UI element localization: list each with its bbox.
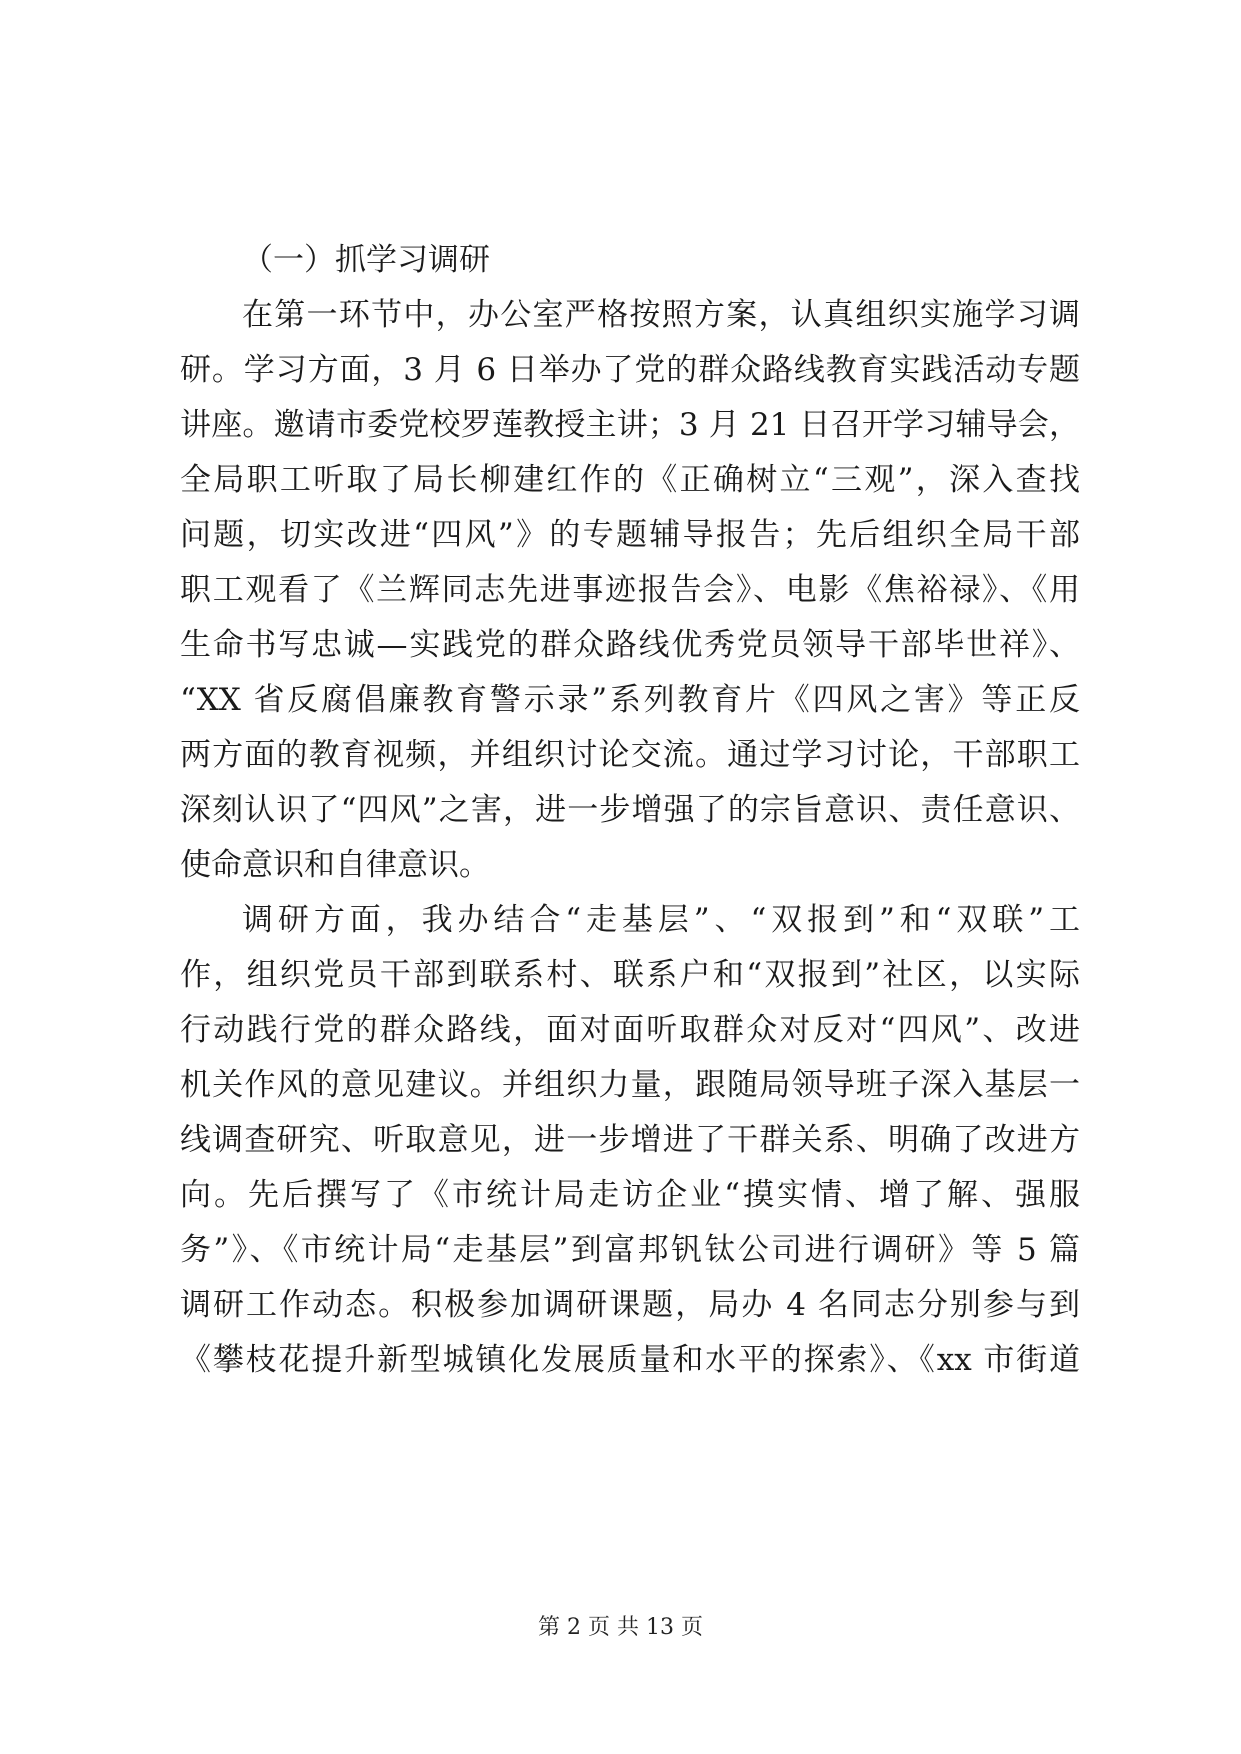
paragraph-line: 机关作风的意见建议。并组织力量，跟随局领导班子深入基层一 — [180, 1067, 1080, 1103]
paragraph-line: 讲座。邀请市委党校罗莲教授主讲；3 月 21 日召开学习辅导会， — [180, 407, 1080, 443]
paragraph-line: 调研工作动态。积极参加调研课题，局办 4 名同志分别参与到 — [180, 1287, 1080, 1323]
paragraph-line: 在第一环节中，办公室严格按照方案，认真组织实施学习调 — [242, 297, 1080, 333]
section-heading: （一）抓学习调研 — [242, 242, 490, 278]
page-number-footer: 第 2 页 共 13 页 — [538, 1615, 703, 1640]
paragraph-research — [180, 893, 1080, 1388]
paragraph-line: 线调查研究、听取意见，进一步增进了干群关系、明确了改进方 — [180, 1122, 1080, 1158]
paragraph-line: 全局职工听取了局长柳建红作的《正确树立“三观”，深入查找 — [180, 462, 1080, 498]
paragraph-line: 深刻认识了“四风”之害，进一步增强了的宗旨意识、责任意识、 — [180, 792, 1080, 828]
paragraph-line: 作，组织党员干部到联系村、联系户和“双报到”社区，以实际 — [180, 957, 1080, 993]
paragraph-line: 调研方面，我办结合“走基层”、“双报到”和“双联”工 — [242, 902, 1080, 938]
document-body — [180, 233, 1080, 1388]
paragraph-line: 两方面的教育视频，并组织讨论交流。通过学习讨论，干部职工 — [180, 737, 1080, 773]
paragraph-line: 《攀枝花提升新型城镇化发展质量和水平的探索》、《xx 市街道 — [180, 1342, 1080, 1378]
paragraph-study — [180, 288, 1080, 893]
paragraph-line: 研。学习方面，3 月 6 日举办了党的群众路线教育实践活动专题 — [180, 352, 1080, 388]
paragraph-line: 向。先后撰写了《市统计局走访企业“摸实情、增了解、强服 — [180, 1177, 1080, 1213]
paragraph-line: 行动践行党的群众路线，面对面听取群众对反对“四风”、改进 — [180, 1012, 1080, 1048]
paragraph-line: 问题，切实改进“四风”》的专题辅导报告；先后组织全局干部 — [180, 517, 1080, 553]
paragraph-line: 职工观看了《兰辉同志先进事迹报告会》、电影《焦裕禄》、《用 — [180, 572, 1080, 608]
paragraph-line: 务”》、《市统计局“走基层”到富邦钒钛公司进行调研》等 5 篇 — [180, 1232, 1080, 1268]
paragraph-line: 使命意识和自律意识。 — [180, 847, 490, 883]
paragraph-line: 生命书写忠诚—实践党的群众路线优秀党员领导干部毕世祥》、 — [180, 627, 1080, 663]
paragraph-line: “XX 省反腐倡廉教育警示录”系列教育片《四风之害》等正反 — [180, 682, 1080, 718]
